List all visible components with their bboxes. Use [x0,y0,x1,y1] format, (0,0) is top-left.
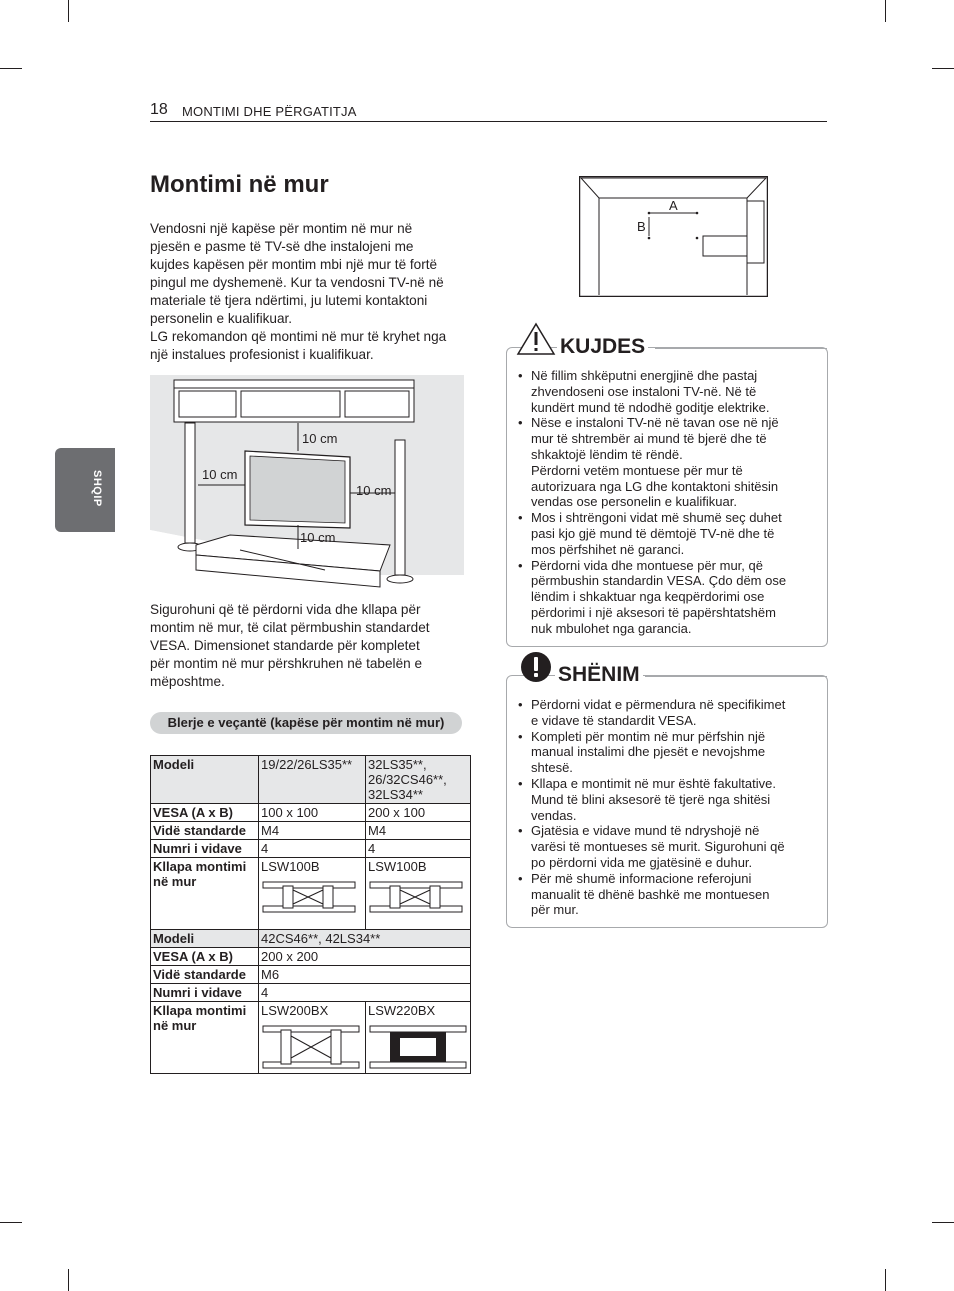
bracket-label-line: Kllapa montimi [153,859,247,874]
table-header-cell: Numri i vidave [151,984,259,1002]
list-item [516,415,821,510]
table-cell: 4 [366,840,471,858]
intro-line: një instalues profesionist i kualifikuar. [150,347,374,362]
intro-line: materiale të tjera ndërtimi, ju lutemi kontaktoni [150,293,428,308]
item-line: mur të shtrembër ai mund të bjerë dhe të [531,431,767,447]
table-header-cell: VESA (A x B) [151,948,259,966]
table-header-cell [151,858,259,930]
item-line: • Nëse e instaloni TV-në në tavan ose në një [531,415,779,431]
table-cell: M4 [366,822,471,840]
item-line: • Mos i shtrëngoni vidat më shumë seç duhet [531,510,782,526]
model-line: 26/32CS46**, [368,772,447,787]
clearance-right-label: 10 cm [356,483,392,498]
model-line: 32LS35**, [368,757,427,772]
item-line: përmbushin standardin VESA. Çdo dëm ose [531,573,787,589]
item-line: shkaktojë lëndim të rëndë. [531,446,683,462]
list-item [516,871,821,918]
clearance-bottom-label: 10 cm [300,530,336,545]
item-line: lëndim i shkaktuar nga keqpërdorimi ose [531,589,765,605]
bracket-model: LSW220BX [368,1003,436,1018]
bracket-lsw200bx-image [261,1024,361,1070]
table-row [151,840,471,858]
table-header-cell [151,1002,259,1074]
item-line: zhvendoseni ose instaloni TV-në. Në të [531,383,757,399]
note-title: SHËNIM [555,663,643,687]
item-line: nuk mbulohet nga garancia. [531,620,692,636]
table-row [151,966,471,984]
item-line: vendas. [531,807,577,823]
crop-mark [885,1269,886,1291]
table-cell [366,756,471,804]
bracket-model: LSW100B [261,859,320,874]
item-line: • Për më shumë informacione referojuni [531,870,752,886]
wall-mount-clearance-illustration [150,375,464,591]
item-line: manual instalimi dhe pjesët e nevojshme [531,744,766,760]
table-row [151,1002,471,1074]
table-header-cell: Numri i vidave [151,840,259,858]
list-item [516,558,821,637]
item-line: • Kompleti për montim në mur përfshin një [531,728,766,744]
item-line: • Përdorni vida dhe montuese për mur, që [531,557,763,573]
intro-line: pjesën e pasme të TV-së dhe instalojeni me [150,239,414,254]
table-cell [366,1002,471,1074]
table-row [151,756,471,804]
item-line: përdorimi i një aksesori të papërshtatshëm [531,604,776,620]
item-line: pasi kjo gjë mund të dëmtojë TV-në dhe të [531,525,775,541]
table-cell: 19/22/26LS35** [259,756,366,804]
body-line: VESA. Dimensionet standarde për kompletet [150,638,420,653]
table-cell: 42CS46**, 42LS34** [259,930,471,948]
vesa-dimension-diagram [579,176,768,297]
list-item [516,510,821,557]
vesa-paragraph [150,601,460,691]
bracket-model: LSW200BX [261,1003,329,1018]
intro-line: pingul me dyshemenë. Kur ta vendosni TV-në në [150,275,444,290]
list-item [516,368,821,415]
bracket-lsw100b-image [261,880,357,914]
table-header-cell: VESA (A x B) [151,804,259,822]
crop-mark [68,1269,69,1291]
body-line: montim në mur, të cilat përmbushin standardet [150,620,430,635]
table-row [151,984,471,1002]
bracket-label-line: Kllapa montimi [153,1003,247,1018]
item-line: • Në fillim shkëputni energjinë dhe pastaj [531,368,758,383]
note-title-rule [645,676,827,677]
body-line: mëposhtme. [150,674,225,689]
body-line: Sigurohuni që të përdorni vida dhe kllapa për [150,602,421,617]
intro-line: Vendosni një kapëse për montim në mur në [150,221,413,236]
item-line: po përdorni vida me gjatësinë e duhur. [531,854,753,870]
table-cell: M6 [259,966,471,984]
intro-line: personelin e kualifikuar. [150,311,293,326]
item-line: • Kllapa e montimit në mur është fakultative. [531,775,776,791]
wall-mount-spec-table [150,755,471,1074]
bracket-lsw100b-image [368,880,464,914]
language-tab-label: SHQIP [91,470,103,507]
item-line: • Përdorni vidat e përmendura në specifikimet [531,697,786,712]
crop-mark [0,1222,22,1223]
intro-paragraph [150,220,470,364]
item-line: autorizuara nga LG dhe kontaktoni shitësin [531,478,779,494]
table-cell [259,858,366,930]
warning-icon [516,322,556,356]
caution-title-rule [655,348,827,349]
table-row [151,948,471,966]
table-cell: M4 [259,822,366,840]
list-item [516,697,821,729]
table-cell: 4 [259,840,366,858]
table-cell [366,858,471,930]
item-line: manualit të dhënë bashkë me montuesen [531,886,770,902]
table-header-cell: Modeli [151,930,259,948]
item-line: varësi të montueses së murit. Sigurohuni që [531,839,785,855]
item-line: vendas ose personelin e kualifikuar. [531,494,737,510]
crop-mark [932,68,954,69]
table-cell: 200 x 100 [366,804,471,822]
bracket-label-line: në mur [153,1018,197,1033]
list-item [516,776,821,823]
language-tab [55,448,115,532]
caution-list [516,368,821,637]
body-line: për montim në mur përshkruhen në tabelën e [150,656,423,671]
table-row [151,804,471,822]
table-cell [259,1002,366,1074]
dimension-a-label: A [669,198,678,213]
item-line: e vidave të standardit VESA. [531,712,697,728]
clearance-left-label: 10 cm [202,467,238,482]
dimension-b-label: B [637,219,646,234]
table-row [151,930,471,948]
item-line: për mur. [531,902,579,918]
item-line: shtesë. [531,760,573,776]
separate-purchase-label: Blerje e veçantë (kapëse për montim në mur) [150,712,462,734]
bracket-label-line: në mur [153,874,197,889]
table-header-cell: Modeli [151,756,259,804]
table-header-cell: Vidë standarde [151,822,259,840]
crop-mark [932,1222,954,1223]
crop-mark [0,68,22,69]
list-item [516,729,821,776]
table-row [151,858,471,930]
crop-mark [68,0,69,22]
intro-line: kujdes kapësen për montim mbi një mur të fortë [150,257,438,272]
item-line: Përdorni vetëm montuese për mur të [531,462,743,478]
crop-mark [885,0,886,22]
section-heading: MONTIMI DHE PËRGATITJA [182,104,357,119]
caution-title: KUJDES [557,335,648,359]
model-line: 32LS34** [368,787,423,802]
item-line: mos përfshihet në garanci. [531,541,685,557]
page-number: 18 [150,101,168,118]
table-cell: 4 [259,984,471,1002]
note-list [516,697,821,918]
page-title: Montimi në mur [150,171,329,198]
table-cell: 200 x 200 [259,948,471,966]
item-line: kundërt mund të ndodhë goditje elektrike. [531,399,770,415]
header-divider [150,121,827,122]
table-header-cell: Vidë standarde [151,966,259,984]
list-item [516,823,821,870]
table-cell: 100 x 100 [259,804,366,822]
bracket-lsw220bx-image [368,1024,468,1070]
table-row [151,822,471,840]
exclamation-icon [519,650,553,684]
bracket-model: LSW100B [368,859,427,874]
item-line: Mund të blini aksesorë të tjerë nga shitësi [531,791,771,807]
item-line: • Gjatësia e vidave mund të ndryshojë në [531,823,760,839]
clearance-top-label: 10 cm [302,431,338,446]
intro-line: LG rekomandon që montimi në mur të kryhet nga [150,329,447,344]
